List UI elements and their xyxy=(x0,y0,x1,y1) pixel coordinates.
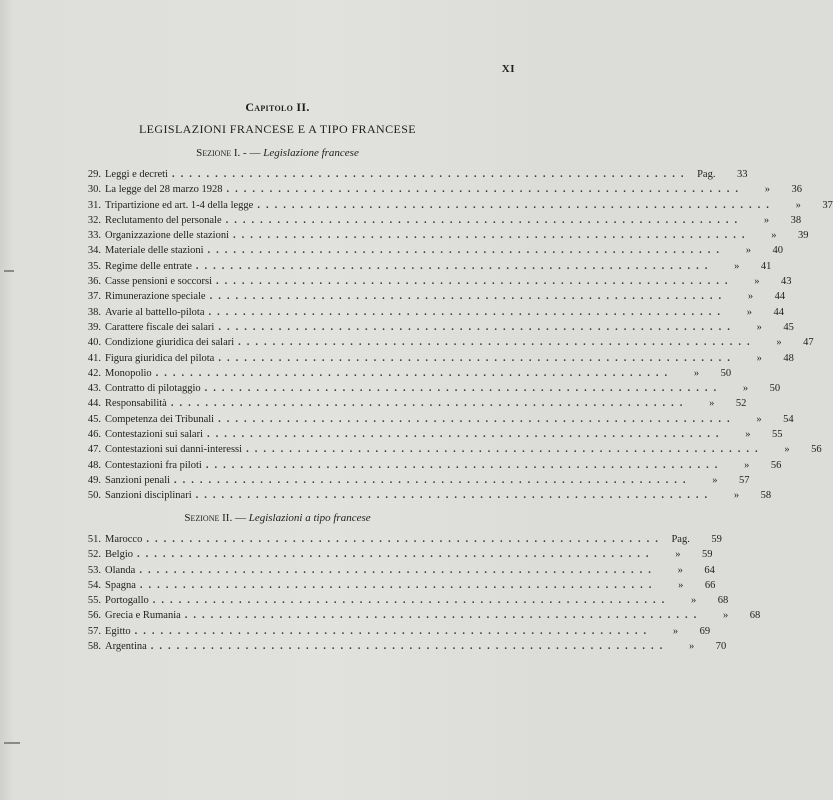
entry-number: 40. xyxy=(87,337,101,349)
entry-number: 54. xyxy=(87,579,101,591)
leader-dots: ............................................................ xyxy=(226,184,744,196)
leader-dots: ............................................................ xyxy=(218,413,736,425)
page-prefix: » xyxy=(764,184,770,196)
entry-number: 32. xyxy=(87,214,101,226)
toc-entry xyxy=(77,459,782,475)
section-label: Sezione I. xyxy=(196,147,241,159)
leader-dots: ............................................................ xyxy=(146,534,664,545)
entry-title: Condizione giuridica dei salari xyxy=(105,337,235,349)
entry-number: 55. xyxy=(87,595,101,607)
entry-page: 41 xyxy=(760,260,772,272)
entry-number: 41. xyxy=(87,352,101,364)
entry-number: 58. xyxy=(87,641,101,653)
toc-entry xyxy=(77,199,833,215)
entry-title: Materiale delle stazioni xyxy=(105,245,204,257)
toc-entry xyxy=(77,352,794,368)
page-prefix: » xyxy=(745,245,752,257)
entry-title: Contestazioni fra piloti xyxy=(105,459,202,471)
page-prefix: Pag. xyxy=(697,169,716,180)
section-separator: - — xyxy=(240,147,264,159)
entry-title: Contestazioni sui danni-interessi xyxy=(105,444,243,456)
page-prefix: » xyxy=(712,474,718,486)
section-heading-2 xyxy=(0,512,555,524)
page-prefix: » xyxy=(795,199,801,211)
entry-page: 36 xyxy=(791,184,802,196)
page-prefix: » xyxy=(672,625,679,637)
entry-number: 51. xyxy=(87,534,101,545)
entry-title: Avarie al battello-pilota xyxy=(105,306,205,318)
entry-page: 39 xyxy=(798,230,809,242)
entry-title: Competenza dei Tribunali xyxy=(105,413,215,425)
toc-entry xyxy=(77,337,814,352)
page-prefix: » xyxy=(747,291,754,303)
toc-entry xyxy=(77,474,750,490)
entry-page: 66 xyxy=(704,579,716,591)
leader-dots: ............................................................ xyxy=(257,199,775,211)
page-prefix: » xyxy=(693,367,700,379)
entry-number: 39. xyxy=(87,321,101,333)
entry-page: 33 xyxy=(736,169,748,180)
entry-number: 52. xyxy=(87,549,101,561)
page-prefix: » xyxy=(754,276,760,288)
leader-dots: ............................................................ xyxy=(137,549,655,561)
entry-title: Leggi e decreti xyxy=(105,169,168,180)
entry-page: 50 xyxy=(720,367,732,379)
entry-title: Casse pensioni e soccorsi xyxy=(105,276,213,288)
section-separator: — xyxy=(232,512,249,524)
leader-dots: ............................................................ xyxy=(195,490,714,502)
entry-page: 57 xyxy=(739,474,750,486)
toc-entry xyxy=(77,169,748,184)
page-prefix: » xyxy=(756,321,762,333)
toc-entry xyxy=(77,276,792,291)
leader-dots: ............................................................ xyxy=(204,383,723,395)
entry-page: 58 xyxy=(760,490,772,502)
leader-dots: ............................................................ xyxy=(134,625,653,637)
entry-page: 43 xyxy=(781,276,792,288)
leader-dots: ............................................................ xyxy=(139,579,658,591)
entry-page: 70 xyxy=(715,641,727,653)
page-prefix: » xyxy=(745,429,751,441)
leader-dots: ............................................................ xyxy=(170,398,689,410)
leader-dots: ............................................................ xyxy=(205,459,724,471)
toc-entry xyxy=(77,610,761,625)
leader-dots: ............................................................ xyxy=(233,230,751,242)
toc-entry xyxy=(77,306,785,322)
page-prefix: » xyxy=(675,549,681,561)
entry-number: 46. xyxy=(87,429,101,441)
entry-number: 29. xyxy=(87,169,101,180)
entry-title: Tripartizione ed art. 1-4 della legge xyxy=(105,199,254,211)
entry-number: 50. xyxy=(87,490,101,502)
entry-number: 30. xyxy=(87,184,101,196)
section-subtitle: Legislazione francese xyxy=(263,147,359,159)
entry-number: 56. xyxy=(87,610,101,622)
margin-mark xyxy=(4,270,14,272)
entry-number: 35. xyxy=(87,260,101,272)
page-prefix: » xyxy=(734,260,740,272)
entry-number: 49. xyxy=(87,474,101,486)
entry-title: Olanda xyxy=(105,564,136,576)
page-prefix: » xyxy=(678,579,684,591)
leader-dots: ............................................................ xyxy=(207,245,726,257)
entry-title: Monopolio xyxy=(105,367,152,379)
toc-entry xyxy=(77,367,732,383)
leader-dots: ............................................................ xyxy=(209,291,728,303)
entry-page: 48 xyxy=(783,352,794,364)
entry-title: Figura giuridica del pilota xyxy=(105,352,215,364)
toc-entry xyxy=(77,549,713,564)
entry-page: 56 xyxy=(770,459,782,471)
leader-dots: ............................................................ xyxy=(171,169,690,180)
leader-dots: ............................................................ xyxy=(225,214,744,226)
entry-title: Grecia e Rumania xyxy=(105,610,181,622)
leader-dots: ............................................................ xyxy=(206,429,725,441)
entry-number: 38. xyxy=(87,306,101,318)
leader-dots: ............................................................ xyxy=(216,276,734,288)
leader-dots: ............................................................ xyxy=(139,564,657,576)
entry-title: Contratto di pilotaggio xyxy=(105,383,201,395)
entry-page: 37 xyxy=(822,199,833,211)
entry-title: Carattere fiscale dei salari xyxy=(105,321,215,333)
entry-title: Spagna xyxy=(105,579,136,591)
toc-entry xyxy=(77,413,794,429)
toc-entry xyxy=(77,429,783,444)
page-prefix: » xyxy=(784,444,790,456)
toc-entry xyxy=(77,625,711,641)
page-prefix: » xyxy=(744,459,750,471)
entry-title: Egitto xyxy=(105,625,131,637)
leader-dots: ............................................................ xyxy=(238,337,756,349)
entry-number: 43. xyxy=(87,383,101,395)
page-prefix: » xyxy=(733,490,740,502)
toc-entry xyxy=(77,214,802,230)
entry-number: 57. xyxy=(87,625,101,637)
entry-number: 34. xyxy=(87,245,101,257)
toc-entry xyxy=(77,444,822,459)
entry-page: 45 xyxy=(783,321,794,333)
entry-title: Portogallo xyxy=(105,595,149,607)
toc-entry xyxy=(77,490,772,505)
entry-title: Responsabilità xyxy=(105,398,167,410)
page-number: XI xyxy=(501,63,515,75)
entry-title: Rimunerazione speciale xyxy=(105,291,206,303)
entry-page: 56 xyxy=(811,444,822,456)
entry-number: 33. xyxy=(87,230,101,242)
toc-entry xyxy=(77,184,802,199)
entry-page: 55 xyxy=(771,429,783,441)
leader-dots: ............................................................ xyxy=(246,444,764,456)
leader-dots: ............................................................ xyxy=(152,595,671,607)
entry-page: 47 xyxy=(803,337,814,349)
page-prefix: » xyxy=(776,337,782,349)
page-prefix: » xyxy=(691,595,697,607)
entry-number: 37. xyxy=(87,291,101,303)
leader-dots: ............................................................ xyxy=(218,321,736,333)
entry-page: 68 xyxy=(749,610,761,622)
entry-title: Organizzazione delle stazioni xyxy=(105,230,230,242)
toc-entry xyxy=(77,398,747,413)
toc-entry xyxy=(77,579,716,595)
page-prefix: » xyxy=(689,641,695,653)
entry-number: 31. xyxy=(87,199,101,211)
entry-page: 68 xyxy=(717,595,729,607)
leader-dots: ............................................................ xyxy=(150,641,669,653)
entry-page: 69 xyxy=(699,625,711,637)
toc-entry xyxy=(77,321,794,337)
chapter-label: Capitolo II. xyxy=(245,100,310,114)
page-prefix: » xyxy=(742,383,749,395)
leader-dots: ............................................................ xyxy=(184,610,703,622)
page-prefix: » xyxy=(677,564,683,576)
leader-dots: ............................................................ xyxy=(218,352,736,364)
entry-number: 47. xyxy=(87,444,101,456)
entry-page: 59 xyxy=(702,549,713,561)
entry-title: Sanzioni penali xyxy=(105,474,171,486)
toc-entry xyxy=(77,641,727,656)
toc-entry xyxy=(77,245,784,260)
toc-entry xyxy=(77,564,715,580)
toc-entry xyxy=(77,230,809,245)
toc-entry xyxy=(77,260,772,276)
entry-title: Sanzioni disciplinari xyxy=(105,490,192,502)
entry-page: 44 xyxy=(773,306,785,318)
leader-dots: ............................................................ xyxy=(155,367,674,379)
page-prefix: Pag. xyxy=(671,534,690,545)
entry-page: 64 xyxy=(704,564,715,576)
entry-page: 54 xyxy=(783,413,794,425)
margin-mark xyxy=(4,742,20,744)
entry-title: Reclutamento del personale xyxy=(105,214,222,226)
leader-dots: ............................................................ xyxy=(195,260,714,272)
toc-entry xyxy=(77,383,781,398)
entry-number: 44. xyxy=(87,398,101,410)
toc-entry xyxy=(77,534,722,549)
section-label: Sezione II. xyxy=(184,512,233,524)
entry-page: 52 xyxy=(735,398,747,410)
page-prefix: » xyxy=(723,610,729,622)
entry-number: 42. xyxy=(87,367,101,379)
entry-number: 45. xyxy=(87,413,101,425)
entry-title: La legge del 28 marzo 1928 xyxy=(105,184,223,196)
page-prefix: » xyxy=(746,306,753,318)
section-subtitle: Legislazioni a tipo francese xyxy=(248,512,371,524)
leader-dots: ............................................................ xyxy=(174,474,692,486)
entry-title: Contestazioni sui salari xyxy=(105,429,203,441)
entry-page: 59 xyxy=(711,534,722,545)
entry-number: 48. xyxy=(87,459,101,471)
section-heading-1 xyxy=(0,147,555,159)
page-prefix: » xyxy=(763,214,770,226)
leader-dots: ............................................................ xyxy=(208,306,727,318)
toc-entry xyxy=(77,291,786,306)
page-prefix: » xyxy=(709,398,715,410)
toc-section-2 xyxy=(77,534,761,656)
entry-number: 53. xyxy=(87,564,101,576)
toc-entry xyxy=(77,595,729,610)
page-prefix: » xyxy=(756,352,762,364)
entry-title: Argentina xyxy=(105,641,147,653)
entry-title: Regime delle entrate xyxy=(105,260,192,272)
chapter-title: LEGISLAZIONI FRANCESE E A TIPO FRANCESE xyxy=(138,122,417,136)
entry-page: 50 xyxy=(769,383,781,395)
toc-section-1 xyxy=(77,169,833,506)
page-prefix: » xyxy=(771,230,777,242)
entry-page: 38 xyxy=(790,214,802,226)
page-prefix: » xyxy=(756,413,762,425)
entry-title: Marocco xyxy=(105,534,143,545)
entry-page: 40 xyxy=(772,245,784,257)
entry-number: 36. xyxy=(87,276,101,288)
entry-title: Belgio xyxy=(105,549,133,561)
entry-page: 44 xyxy=(774,291,786,303)
